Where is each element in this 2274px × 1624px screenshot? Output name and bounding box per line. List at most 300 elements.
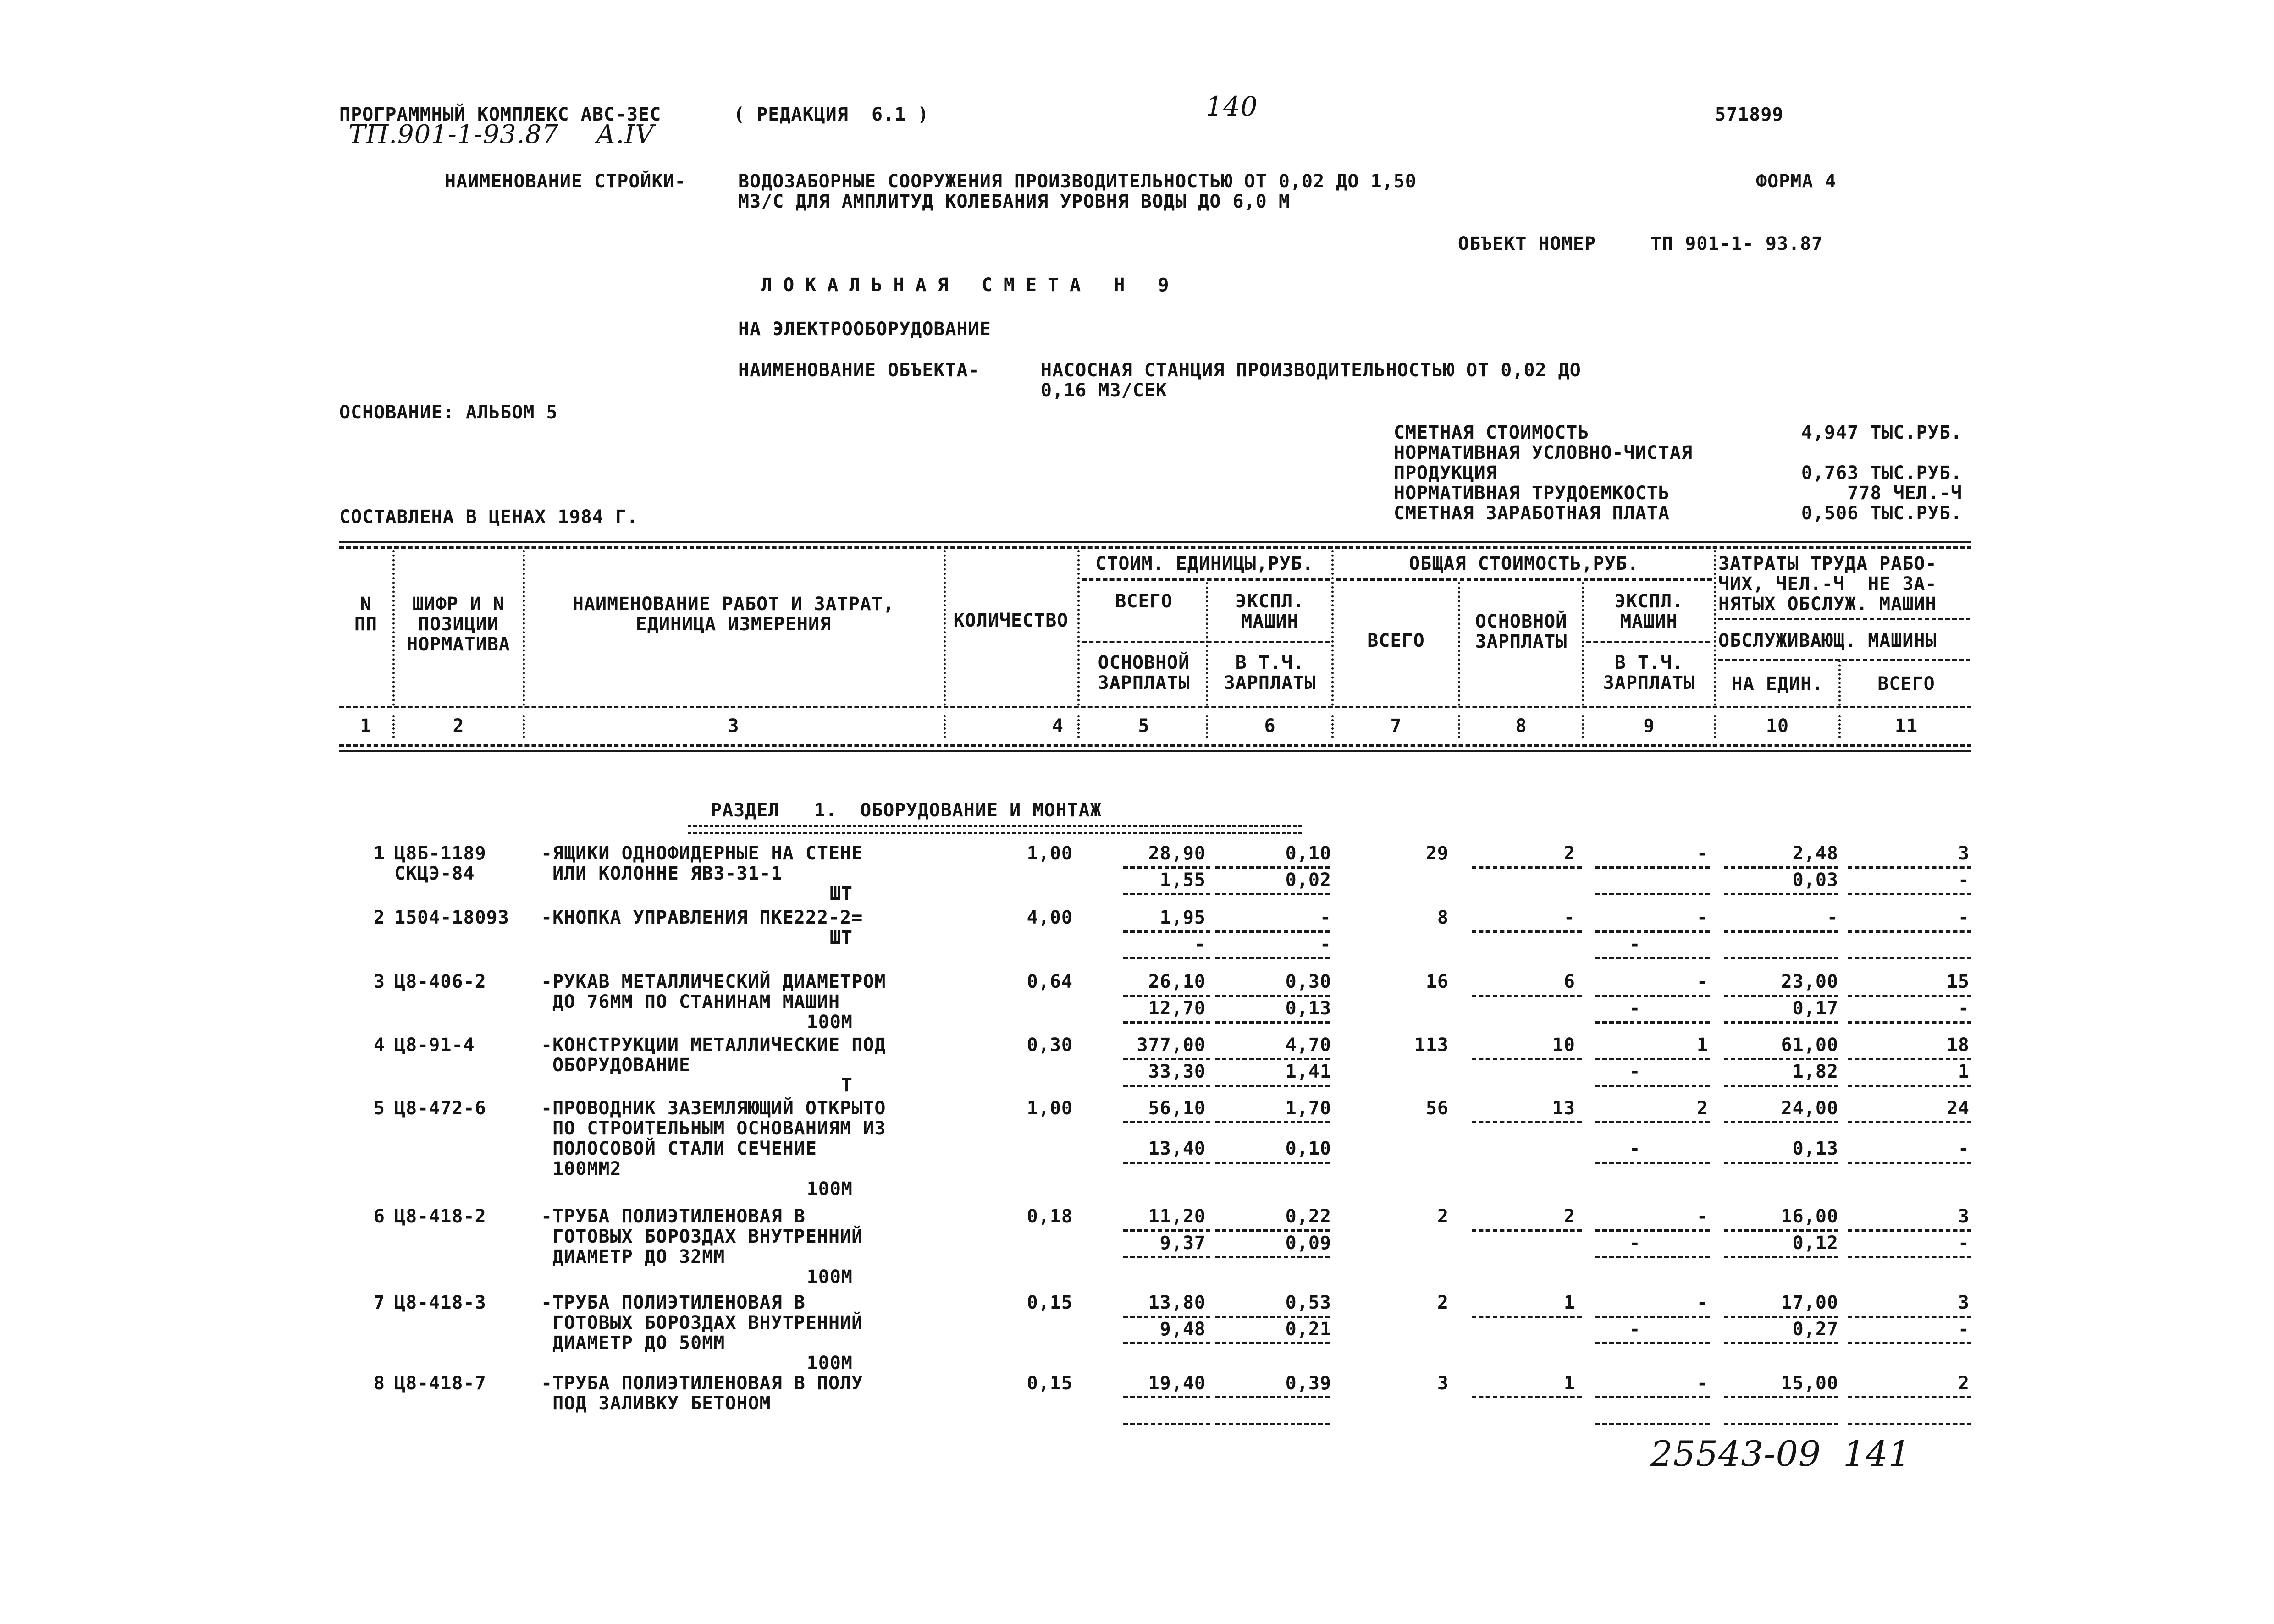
- row-labor-machines-total: -: [1958, 870, 1970, 891]
- col-separator: [1838, 715, 1841, 738]
- row-unit-cost-machine-wages: 0,09: [1285, 1233, 1331, 1254]
- cell-underline: [1724, 1021, 1838, 1024]
- col-number: 10: [1766, 716, 1789, 737]
- cell-underline: [1724, 1121, 1838, 1123]
- header-col-9a: ЭКСПЛ. МАШИН: [1614, 591, 1684, 632]
- row-number: 2: [373, 907, 385, 928]
- row-unit-cost-total: 11,20: [1148, 1206, 1206, 1227]
- cell-underline: [1472, 930, 1582, 933]
- row-labor-per-unit: 23,00: [1781, 971, 1838, 992]
- row-labor-per-unit: 2,48: [1792, 843, 1838, 864]
- row-labor-machines-per-unit: 0,12: [1792, 1233, 1838, 1254]
- header-group-labor: ЗАТРАТЫ ТРУДА РАБО- ЧИХ, ЧЕЛ.-Ч НЕ ЗА- НЯТЫХ ОБСЛУЖ. МАШИН: [1718, 553, 1937, 615]
- cell-underline: [1123, 995, 1210, 997]
- row-code: Ц8Б-1189 СКЦЭ-84: [394, 843, 486, 884]
- row-unit: ШТ: [829, 883, 853, 904]
- object-name-line1: НАСОСНАЯ СТАНЦИЯ ПРОИЗВОДИТЕЛЬНОСТЬЮ ОТ 0,02 ДО: [1041, 360, 1581, 381]
- cell-underline: [1848, 1021, 1971, 1024]
- header-bottom-rule: [339, 706, 1971, 708]
- row-total-machines: -: [1696, 1373, 1708, 1394]
- construction-name-line1: ВОДОЗАБОРНЫЕ СООРУЖЕНИЯ ПРОИЗВОДИТЕЛЬНОСТЬЮ ОТ 0,02 ДО 1,50: [738, 171, 1417, 192]
- cell-underline: [1595, 1229, 1710, 1232]
- row-number: 8: [373, 1373, 385, 1394]
- cell-underline: [1848, 1396, 1971, 1398]
- row-unit-cost-wages: 12,70: [1148, 998, 1206, 1019]
- row-labor-machines-total: -: [1958, 998, 1970, 1019]
- row-code: Ц8-91-4: [394, 1035, 475, 1056]
- row-total-cost: 8: [1437, 907, 1449, 928]
- row-total-cost: 16: [1425, 971, 1449, 992]
- col-number: 3: [728, 716, 740, 737]
- row-code: Ц8-418-2: [394, 1206, 486, 1227]
- cell-underline: [1595, 1342, 1710, 1344]
- estimate-title: ЛОКАЛЬНАЯ СМЕТА Н 9: [761, 275, 1180, 296]
- row-total-cost: 29: [1425, 843, 1449, 864]
- row-unit: Т: [841, 1075, 853, 1096]
- summary-label: ПРОДУКЦИЯ: [1394, 462, 1497, 484]
- cell-underline: [1595, 1021, 1710, 1024]
- row-total-cost: 3: [1437, 1373, 1449, 1394]
- row-unit-cost-total: 19,40: [1148, 1373, 1206, 1394]
- row-name: -ТРУБА ПОЛИЭТИЛЕНОВАЯ В ПОЛУ ПОД ЗАЛИВКУ БЕТОНОМ: [541, 1373, 863, 1414]
- cell-underline: [1724, 893, 1838, 895]
- group-rule: [1082, 578, 1330, 581]
- row-total-machines: -: [1696, 843, 1708, 864]
- cell-underline: [1595, 1058, 1710, 1060]
- row-total-wages: 1: [1563, 1292, 1575, 1313]
- cell-underline: [1215, 930, 1330, 933]
- row-total-wages: 10: [1552, 1035, 1575, 1056]
- row-name: -РУКАВ МЕТАЛЛИЧЕСКИЙ ДИАМЕТРОМ ДО 76ММ ПО СТАНИНАМ МАШИН: [541, 971, 886, 1013]
- row-total-wages: 2: [1563, 843, 1575, 864]
- row-total-machine-wages: -: [1629, 1138, 1641, 1159]
- document-code: 571899: [1715, 104, 1784, 125]
- row-labor-machines-per-unit: 0,27: [1792, 1319, 1838, 1340]
- row-unit-cost-total: 13,80: [1148, 1292, 1206, 1313]
- row-unit: 100М: [806, 1178, 853, 1200]
- section-underline: [688, 825, 1302, 834]
- row-labor-total: 3: [1958, 1292, 1970, 1313]
- header-col-6a: ЭКСПЛ. МАШИН: [1235, 591, 1305, 632]
- cell-underline: [1595, 1085, 1710, 1087]
- row-unit-cost-wages: 1,55: [1159, 870, 1206, 891]
- summary-label: НОРМАТИВНАЯ УСЛОВНО-ЧИСТАЯ: [1394, 442, 1693, 463]
- row-name: -ПРОВОДНИК ЗАЗЕМЛЯЮЩИЙ ОТКРЫТО ПО СТРОИТЕЛЬНЫМ ОСНОВАНИЯМ ИЗ ПОЛОСОВОЙ СТАЛИ СЕЧЕНИЕ 100ММ2: [541, 1098, 886, 1179]
- cell-underline: [1123, 1021, 1210, 1024]
- header-col-7: ВСЕГО: [1367, 630, 1425, 651]
- cell-underline: [1724, 1316, 1838, 1318]
- cell-underline: [1595, 1396, 1710, 1398]
- header-col-6b: В Т.Ч. ЗАРПЛАТЫ: [1224, 652, 1316, 694]
- header-col-11: ВСЕГО: [1877, 673, 1935, 694]
- col-number: 11: [1894, 716, 1918, 737]
- col-separator: [1582, 715, 1584, 738]
- col-separator: [944, 715, 946, 738]
- page-number: 140: [1206, 91, 1258, 122]
- object-name-line2: 0,16 М3/СЕК: [1041, 380, 1167, 401]
- cell-underline: [1848, 957, 1971, 959]
- cell-underline: [1472, 995, 1582, 997]
- row-quantity: 0,15: [1027, 1373, 1073, 1394]
- construction-label: НАИМЕНОВАНИЕ СТРОЙКИ-: [445, 171, 686, 192]
- summary-value: 4,947 ТЫС.РУБ.: [1801, 422, 1962, 443]
- header-col-2: ШИФР И N ПОЗИЦИИ НОРМАТИВА: [407, 594, 510, 655]
- cell-underline: [1848, 995, 1971, 997]
- cell-underline: [1848, 930, 1971, 933]
- estimate-subject: НА ЭЛЕКТРООБОРУДОВАНИЕ: [738, 319, 991, 340]
- cell-underline: [1123, 1058, 1210, 1060]
- summary-value: 778 ЧЕЛ.-Ч: [1847, 483, 1962, 504]
- row-total-machine-wages: -: [1629, 1061, 1641, 1082]
- cell-underline: [1724, 1162, 1838, 1164]
- row-labor-per-unit: 17,00: [1781, 1292, 1838, 1313]
- row-code: Ц8-406-2: [394, 971, 486, 992]
- cell-underline: [1123, 957, 1210, 959]
- row-total-machines: 2: [1696, 1098, 1708, 1119]
- row-unit-cost-machine-wages: 0,02: [1285, 870, 1331, 891]
- row-name: -ЯЩИКИ ОДНОФИДЕРНЫЕ НА СТЕНЕ ИЛИ КОЛОННЕ ЯВЗ-31-1: [541, 843, 863, 884]
- col-separator: [1714, 715, 1716, 738]
- col-separator: [1582, 582, 1584, 706]
- header-col-1: N ПП: [354, 594, 378, 635]
- col-number: 2: [453, 716, 464, 737]
- handwritten-page-number: 141: [1843, 1433, 1911, 1474]
- cell-underline: [1123, 930, 1210, 933]
- row-total-machines: -: [1696, 971, 1708, 992]
- edition: ( РЕДАКЦИЯ 6.1 ): [734, 104, 929, 125]
- row-quantity: 0,30: [1027, 1035, 1073, 1056]
- cell-underline: [1472, 1229, 1582, 1232]
- cell-underline: [1123, 1229, 1210, 1232]
- row-labor-per-unit: -: [1827, 907, 1838, 928]
- row-unit-cost-machines: 0,30: [1285, 971, 1331, 992]
- header-col-8: ОСНОВНОЙ ЗАРПЛАТЫ: [1475, 611, 1568, 652]
- col-number: 9: [1643, 716, 1655, 737]
- col-number: 6: [1264, 716, 1276, 737]
- row-unit-cost-wages: 9,48: [1159, 1319, 1206, 1340]
- row-labor-machines-total: -: [1958, 1138, 1970, 1159]
- row-name: -ТРУБА ПОЛИЭТИЛЕНОВАЯ В ГОТОВЫХ БОРОЗДАХ ВНУТРЕННИЙ ДИАМЕТР ДО 32ММ: [541, 1206, 863, 1267]
- cell-underline: [1595, 1121, 1710, 1123]
- cell-underline: [1215, 1021, 1330, 1024]
- cell-underline: [1724, 1256, 1838, 1258]
- row-total-machines: 1: [1696, 1035, 1708, 1056]
- header-col-4: КОЛИЧЕСТВО: [953, 610, 1069, 631]
- cell-underline: [1724, 930, 1838, 933]
- construction-name-line2: М3/С ДЛЯ АМПЛИТУД КОЛЕБАНИЯ УРОВНЯ ВОДЫ ДО 6,0 М: [738, 191, 1290, 212]
- cell-underline: [1215, 1396, 1330, 1398]
- row-quantity: 1,00: [1027, 843, 1073, 864]
- numbers-bottom-rule-solid: [339, 750, 1971, 752]
- group-rule: [1718, 659, 1970, 661]
- row-total-machine-wages: -: [1629, 1319, 1641, 1340]
- price-level: СОСТАВЛЕНА В ЦЕНАХ 1984 Г.: [339, 506, 639, 528]
- cell-underline: [1215, 893, 1330, 895]
- row-labor-total: 3: [1958, 843, 1970, 864]
- cell-underline: [1215, 1423, 1330, 1425]
- row-labor-total: 3: [1958, 1206, 1970, 1227]
- cell-underline: [1724, 1423, 1838, 1425]
- header-col-5a: ВСЕГО: [1115, 591, 1173, 612]
- row-unit: 100М: [806, 1012, 853, 1033]
- handwritten-album: А.IV: [596, 120, 654, 149]
- col-separator: [1458, 582, 1460, 706]
- col-separator: [523, 715, 525, 738]
- cell-underline: [1724, 995, 1838, 997]
- cell-underline: [1123, 1342, 1210, 1344]
- cell-underline: [1724, 1058, 1838, 1060]
- row-total-wages: 13: [1552, 1098, 1575, 1119]
- col-number: 1: [360, 716, 372, 737]
- row-code: Ц8-418-3: [394, 1292, 486, 1313]
- row-total-wages: -: [1563, 907, 1575, 928]
- cell-underline: [1724, 866, 1838, 869]
- cell-underline: [1724, 957, 1838, 959]
- cell-underline: [1215, 1316, 1330, 1318]
- col-separator: [1331, 715, 1334, 738]
- cell-underline: [1472, 866, 1582, 869]
- row-unit-cost-machine-wages: 0,13: [1285, 998, 1331, 1019]
- summary-value: 0,506 ТЫС.РУБ.: [1801, 503, 1962, 524]
- row-unit-cost-machines: 0,53: [1285, 1292, 1331, 1313]
- row-labor-machines-per-unit: 0,17: [1792, 998, 1838, 1019]
- row-quantity: 0,15: [1027, 1292, 1073, 1313]
- row-number: 3: [373, 971, 385, 992]
- row-unit-cost-machines: 0,39: [1285, 1373, 1331, 1394]
- col-number: 8: [1515, 716, 1527, 737]
- row-labor-total: 2: [1958, 1373, 1970, 1394]
- row-quantity: 0,18: [1027, 1206, 1073, 1227]
- row-unit-cost-wages: 9,37: [1159, 1233, 1206, 1254]
- cell-underline: [1595, 957, 1710, 959]
- cell-underline: [1215, 1229, 1330, 1232]
- row-labor-machines-per-unit: 1,82: [1792, 1061, 1838, 1082]
- cell-underline: [1123, 866, 1210, 869]
- cell-underline: [1848, 1121, 1971, 1123]
- col-separator: [1077, 715, 1080, 738]
- row-labor-per-unit: 16,00: [1781, 1206, 1838, 1227]
- row-unit-cost-machine-wages: 0,21: [1285, 1319, 1331, 1340]
- row-labor-per-unit: 15,00: [1781, 1373, 1838, 1394]
- row-labor-machines-per-unit: 0,03: [1792, 870, 1838, 891]
- row-labor-total: 15: [1946, 971, 1970, 992]
- row-unit-cost-total: 26,10: [1148, 971, 1206, 992]
- group-rule: [1082, 641, 1330, 643]
- row-unit-cost-machines: -: [1319, 907, 1331, 928]
- cell-underline: [1215, 1085, 1330, 1087]
- cell-underline: [1472, 1316, 1582, 1318]
- cell-underline: [1472, 1121, 1582, 1123]
- row-unit-cost-wages: 13,40: [1148, 1138, 1206, 1159]
- col-separator: [1714, 550, 1716, 706]
- summary-value: 0,763 ТЫС.РУБ.: [1801, 462, 1962, 484]
- row-total-wages: 2: [1563, 1206, 1575, 1227]
- header-col-10: НА ЕДИН.: [1731, 673, 1824, 694]
- row-total-machines: -: [1696, 1292, 1708, 1313]
- cell-underline: [1123, 1085, 1210, 1087]
- handwritten-archive-code: 25543-09: [1650, 1433, 1821, 1474]
- summary-label: НОРМАТИВНАЯ ТРУДОЕМКОСТЬ: [1394, 483, 1670, 504]
- row-number: 4: [373, 1035, 385, 1056]
- header-col-5b: ОСНОВНОЙ ЗАРПЛАТЫ: [1098, 652, 1190, 694]
- cell-underline: [1123, 893, 1210, 895]
- row-number: 6: [373, 1206, 385, 1227]
- cell-underline: [1595, 930, 1710, 933]
- cell-underline: [1215, 1162, 1330, 1164]
- cell-underline: [1472, 1058, 1582, 1060]
- cell-underline: [1595, 1162, 1710, 1164]
- header-col-3: НАИМЕНОВАНИЕ РАБОТ И ЗАТРАТ, ЕДИНИЦА ИЗМЕРЕНИЯ: [572, 594, 895, 635]
- program-name: ПРОГРАММНЫЙ КОМПЛЕКС АВС-3ЕС: [339, 104, 662, 125]
- row-labor-total: 24: [1946, 1098, 1970, 1119]
- cell-underline: [1724, 1085, 1838, 1087]
- row-total-machines: -: [1696, 907, 1708, 928]
- row-total-machine-wages: -: [1629, 934, 1641, 955]
- cell-underline: [1848, 1342, 1971, 1344]
- header-col-9b: В Т.Ч. ЗАРПЛАТЫ: [1603, 652, 1695, 694]
- object-number-label: ОБЪЕКТ НОМЕР: [1458, 233, 1596, 254]
- cell-underline: [1848, 1256, 1971, 1258]
- row-quantity: 1,00: [1027, 1098, 1073, 1119]
- object-name-label: НАИМЕНОВАНИЕ ОБЪЕКТА-: [738, 360, 980, 381]
- row-total-cost: 2: [1437, 1206, 1449, 1227]
- row-unit-cost-machine-wages: 0,10: [1285, 1138, 1331, 1159]
- group-rule: [1586, 641, 1710, 643]
- row-total-machines: -: [1696, 1206, 1708, 1227]
- cell-underline: [1595, 995, 1710, 997]
- cell-underline: [1848, 1085, 1971, 1087]
- col-separator: [1206, 582, 1208, 706]
- row-unit: 100М: [806, 1266, 853, 1288]
- row-name: -КНОПКА УПРАВЛЕНИЯ ПКЕ222-2=: [541, 907, 863, 928]
- col-separator: [523, 550, 525, 706]
- row-code: Ц8-418-7: [394, 1373, 486, 1394]
- row-unit-cost-total: 377,00: [1137, 1035, 1206, 1056]
- cell-underline: [1215, 995, 1330, 997]
- row-number: 5: [373, 1098, 385, 1119]
- cell-underline: [1215, 1342, 1330, 1344]
- table-top-rule-dashed: [339, 546, 1971, 549]
- row-total-machine-wages: -: [1629, 1233, 1641, 1254]
- cell-underline: [1215, 1058, 1330, 1060]
- section-title: РАЗДЕЛ 1. ОБОРУДОВАНИЕ И МОНТАЖ: [711, 800, 1102, 821]
- cell-underline: [1123, 1121, 1210, 1123]
- row-unit: 100М: [806, 1353, 853, 1374]
- cell-underline: [1848, 866, 1971, 869]
- cell-underline: [1848, 1058, 1971, 1060]
- cell-underline: [1724, 1342, 1838, 1344]
- row-labor-total: 18: [1946, 1035, 1970, 1056]
- row-total-cost: 113: [1414, 1035, 1449, 1056]
- cell-underline: [1595, 1316, 1710, 1318]
- row-labor-total: -: [1958, 907, 1970, 928]
- header-group-unit-cost: СТОИМ. ЕДИНИЦЫ,РУБ.: [1095, 553, 1314, 574]
- row-total-machine-wages: -: [1629, 998, 1641, 1019]
- summary-label: СМЕТНАЯ СТОИМОСТЬ: [1394, 422, 1590, 443]
- cell-underline: [1123, 1256, 1210, 1258]
- row-number: 7: [373, 1292, 385, 1313]
- col-separator: [1206, 715, 1208, 738]
- row-unit-cost-total: 56,10: [1148, 1098, 1206, 1119]
- col-number: 5: [1138, 716, 1150, 737]
- col-number: 7: [1390, 716, 1402, 737]
- cell-underline: [1472, 1396, 1582, 1398]
- row-code: 1504-18093: [394, 907, 509, 928]
- cell-underline: [1595, 866, 1710, 869]
- group-rule: [1718, 618, 1970, 620]
- col-separator: [1331, 550, 1334, 706]
- cell-underline: [1848, 1229, 1971, 1232]
- cell-underline: [1215, 866, 1330, 869]
- group-rule: [1336, 578, 1712, 581]
- row-labor-machines-total: -: [1958, 1319, 1970, 1340]
- table-top-rule: [339, 541, 1971, 543]
- numbers-bottom-rule: [339, 744, 1971, 747]
- row-labor-machines-total: -: [1958, 1233, 1970, 1254]
- cell-underline: [1215, 1256, 1330, 1258]
- row-name: -КОНСТРУКЦИИ МЕТАЛЛИЧЕСКИЕ ПОД ОБОРУДОВАНИЕ: [541, 1035, 886, 1076]
- row-unit-cost-machine-wages: 1,41: [1285, 1061, 1331, 1082]
- col-number: 4: [1052, 716, 1064, 737]
- cell-underline: [1724, 1396, 1838, 1398]
- cell-underline: [1215, 957, 1330, 959]
- header-group-labor-machines: ОБСЛУЖИВАЮЩ. МАШИНЫ: [1718, 630, 1937, 651]
- col-separator: [1458, 715, 1460, 738]
- cell-underline: [1848, 1423, 1971, 1425]
- row-labor-per-unit: 61,00: [1781, 1035, 1838, 1056]
- row-labor-machines-per-unit: 0,13: [1792, 1138, 1838, 1159]
- cell-underline: [1848, 1316, 1971, 1318]
- cell-underline: [1123, 1423, 1210, 1425]
- object-number: ТП 901-1- 93.87: [1650, 233, 1823, 254]
- row-total-wages: 1: [1563, 1373, 1575, 1394]
- row-labor-machines-total: 1: [1958, 1061, 1970, 1082]
- cell-underline: [1848, 1162, 1971, 1164]
- row-number: 1: [373, 843, 385, 864]
- basis: ОСНОВАНИЕ: АЛЬБОМ 5: [339, 402, 558, 423]
- cell-underline: [1595, 1256, 1710, 1258]
- row-total-wages: 6: [1563, 971, 1575, 992]
- row-unit-cost-wages: 33,30: [1148, 1061, 1206, 1082]
- row-unit-cost-wages: -: [1194, 934, 1206, 955]
- cell-underline: [1848, 893, 1971, 895]
- row-quantity: 0,64: [1027, 971, 1073, 992]
- cell-underline: [1595, 1423, 1710, 1425]
- row-unit-cost-machines: 0,10: [1285, 843, 1331, 864]
- row-unit-cost-total: 1,95: [1159, 907, 1206, 928]
- handwritten-project-number: ТП.901-1-93.87: [348, 120, 559, 149]
- cell-underline: [1215, 1121, 1330, 1123]
- header-group-total-cost: ОБЩАЯ СТОИМОСТЬ,РУБ.: [1409, 553, 1639, 574]
- row-unit: ШТ: [829, 927, 853, 948]
- cell-underline: [1123, 1316, 1210, 1318]
- row-labor-per-unit: 24,00: [1781, 1098, 1838, 1119]
- form-number: ФОРМА 4: [1756, 171, 1837, 192]
- cell-underline: [1595, 893, 1710, 895]
- row-name: -ТРУБА ПОЛИЭТИЛЕНОВАЯ В ГОТОВЫХ БОРОЗДАХ ВНУТРЕННИЙ ДИАМЕТР ДО 50ММ: [541, 1292, 863, 1354]
- row-unit-cost-machines: 1,70: [1285, 1098, 1331, 1119]
- cell-underline: [1123, 1396, 1210, 1398]
- cell-underline: [1724, 1229, 1838, 1232]
- col-separator: [392, 715, 395, 738]
- row-unit-cost-machines: 4,70: [1285, 1035, 1331, 1056]
- row-total-cost: 2: [1437, 1292, 1449, 1313]
- cell-underline: [1123, 1162, 1210, 1164]
- row-unit-cost-machine-wages: -: [1319, 934, 1331, 955]
- row-unit-cost-machines: 0,22: [1285, 1206, 1331, 1227]
- row-unit-cost-total: 28,90: [1148, 843, 1206, 864]
- row-total-cost: 56: [1425, 1098, 1449, 1119]
